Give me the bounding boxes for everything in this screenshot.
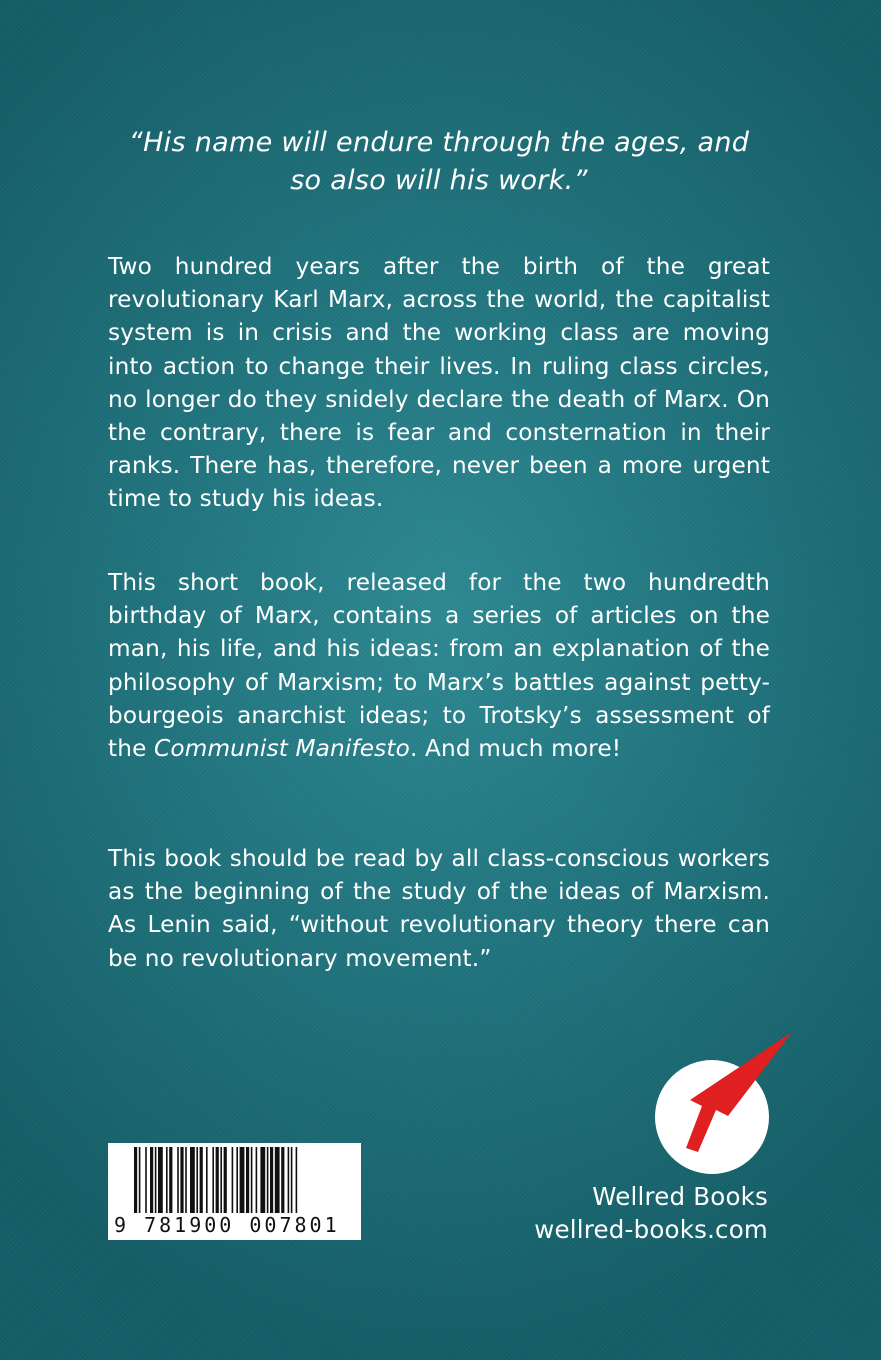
pull-quote-line-2: so also will his work.”	[290, 165, 588, 196]
blurb-paragraph-1: Two hundred years after the birth of the great revolutionary Karl Marx, across the world, the capitalist system is in crisis and the working class are moving into action to change their lives. In ruling class circles, no longer do they snidely declare the death of Marx. On the contrary, there is fear and consternation in their ranks. There has, therefore, never been a more urgent time to study his ideas.	[108, 253, 770, 513]
publisher-website[interactable]: wellred-books.com	[534, 1215, 768, 1244]
barcode-bars	[108, 1143, 361, 1215]
isbn-number: 9 781900 007801	[114, 1213, 340, 1237]
blurb-paragraph-2-text-a: This short book, released for the two hundredth birthday of Marx, contains a series of articles on the man, his life, and his ideas: from an explanation of the philosophy of Marxism; to Marx’s battles against petty-bourgeois anarchist ideas; to Trotsky’s assessment of the	[108, 569, 770, 763]
pull-quote-line-1: “His name will endure through the ages, and	[128, 127, 750, 158]
book-title-reference: Communist Manifesto	[154, 735, 410, 763]
publisher-name: Wellred Books	[592, 1182, 768, 1211]
pull-quote	[108, 124, 770, 200]
wellred-logo-icon	[652, 1030, 797, 1175]
isbn-barcode	[108, 1143, 361, 1240]
blurb-paragraph-3: This book should be read by all class-conscious workers as the beginning of the study of the ideas of Marxism. As Lenin said, “without revolutionary theory there can be no revolutionary movement.”	[108, 845, 770, 972]
blurb-paragraph-2-text-b: . And much more!	[409, 735, 622, 763]
blurb-paragraph-2	[108, 566, 770, 765]
publisher-block	[534, 1180, 768, 1246]
